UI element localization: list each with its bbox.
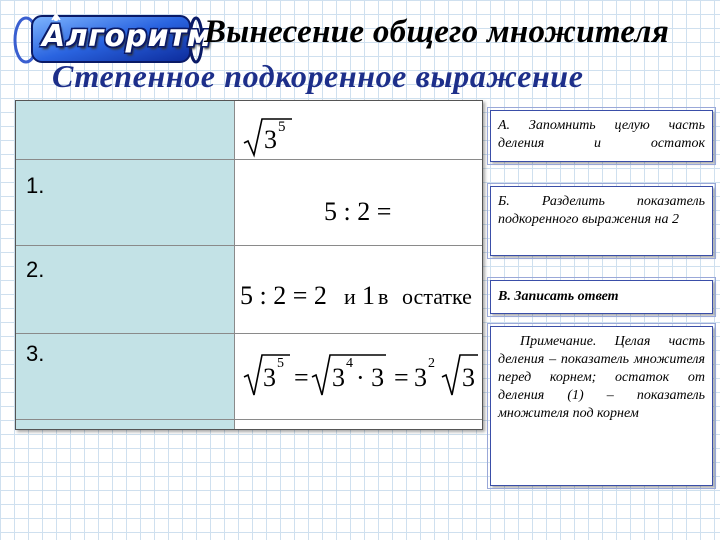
note-box-b: [490, 186, 713, 256]
math-root-expression: [242, 115, 322, 159]
final-exp-1: 5: [277, 356, 284, 371]
division-result-left: 5 : 2 = 2: [240, 281, 327, 310]
row-divider: [16, 245, 482, 246]
note-box-remark: [490, 326, 713, 486]
final-base-1: 3: [263, 363, 276, 392]
final-coefficient: 3: [414, 363, 427, 392]
steps-table: [15, 100, 483, 430]
row-divider: [16, 419, 482, 420]
row-divider: [16, 333, 482, 334]
final-exp-2: 4: [346, 356, 353, 371]
logo-text: Алгоритм: [42, 19, 212, 54]
step-number-3: 3.: [26, 341, 45, 366]
radicand-exponent: 5: [278, 119, 286, 135]
division-result-in: в: [378, 284, 389, 309]
note-a-text: А. Запомнить целую часть деления и остаток: [498, 118, 705, 151]
page-title: Вынесение общего множителя: [204, 14, 670, 50]
final-equals-2: =: [394, 363, 409, 392]
note-b-text: Б. Разделить показатель подкоренного выражения на 2: [498, 194, 705, 227]
division-result-and: и: [344, 284, 356, 309]
note-v-text: В. Записать ответ: [498, 289, 619, 304]
division-result-one: 1: [362, 281, 375, 310]
radicand-base: 3: [264, 125, 277, 154]
note-box-a: [490, 110, 713, 162]
final-multiplier: · 3: [356, 363, 385, 392]
final-coefficient-exp: 2: [428, 356, 435, 371]
step-number-1: 1.: [26, 173, 45, 198]
final-base-3: 3: [462, 363, 475, 392]
row-divider: [16, 159, 482, 160]
final-equals-1: =: [294, 363, 309, 392]
division-result-rest: остатке: [402, 284, 472, 309]
note-remark-text: Примечание. Целая часть деления – показатель множителя перед корнем; остаток от деления (1) – показатель множителя под корнем: [498, 334, 705, 421]
division-result-expression: [240, 281, 480, 317]
steps-number-column: [16, 101, 235, 429]
page-subtitle: Степенное подкоренное выражение: [52, 58, 584, 94]
note-box-v: [490, 280, 713, 314]
final-base-2: 3: [332, 363, 345, 392]
final-answer-expression: [242, 347, 480, 403]
step-number-2: 2.: [26, 257, 45, 282]
division-expression: 5 : 2 =: [324, 197, 392, 226]
